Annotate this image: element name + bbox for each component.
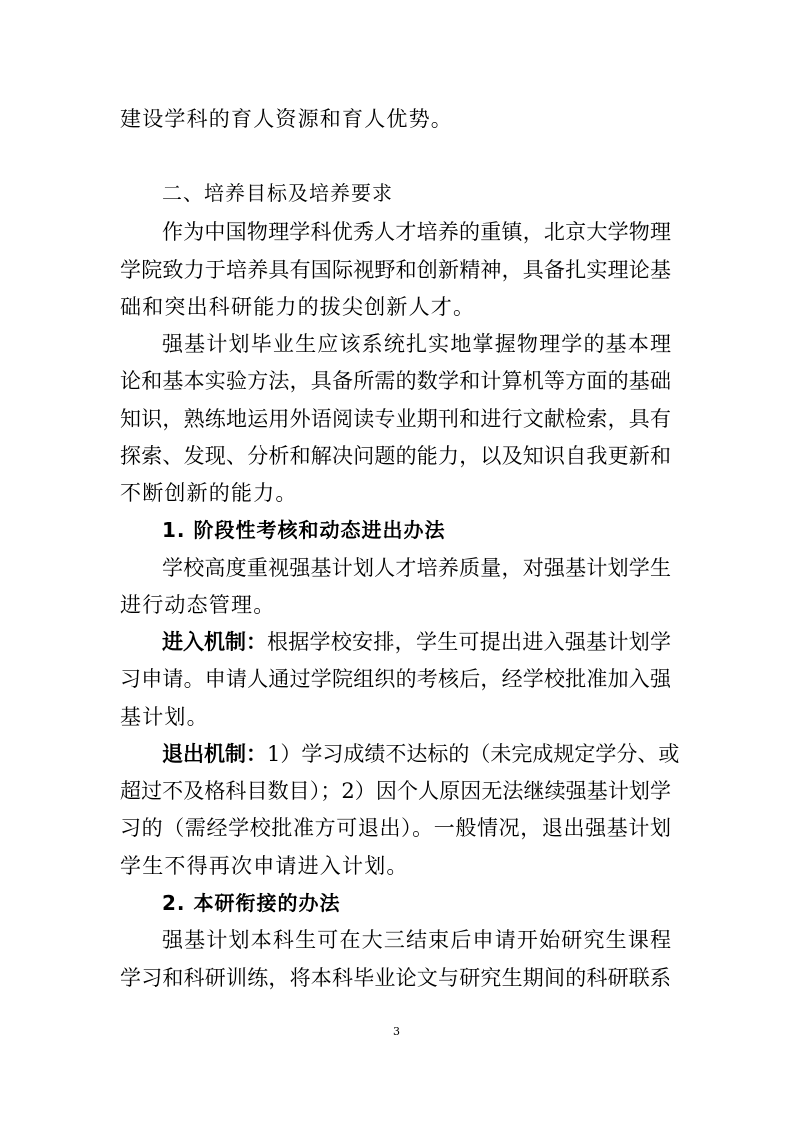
term-text: 1）学习成绩不达标的（未完成规定学分、或 [267, 742, 680, 766]
text-line: 学校高度重视强基计划人才培养质量，对强基计划学生 [162, 556, 671, 580]
term-label: 退出机制： [162, 742, 267, 766]
text-line: 学习和科研训练，将本科毕业论文与研究生期间的科研联系 [120, 966, 671, 990]
subsection-heading: 2. 本研衔接的办法 [162, 891, 341, 915]
term-text: 根据学校安排，学生可提出进入强基计划学 [267, 630, 671, 654]
text-line: 建设学科的育人资源和育人优势。 [120, 107, 453, 131]
text-line: 不断创新的能力。 [120, 481, 298, 505]
text-line: 作为中国物理学科优秀人才培养的重镇，北京大学物理 [162, 220, 671, 244]
text-line: 习申请。申请人通过学院组织的考核后，经学校批准加入强 [120, 667, 671, 691]
text-line: 强基计划本科生可在大三结束后申请开始研究生课程 [162, 928, 671, 952]
term-label: 进入机制： [162, 630, 267, 654]
section-heading: 二、培养目标及培养要求 [162, 181, 393, 205]
text-line [162, 629, 671, 655]
text-line: 知识，熟练地运用外语阅读专业期刊和进行文献检索，具有 [120, 407, 671, 431]
text-line: 探索、发现、分析和解决问题的能力，以及知识自我更新和 [120, 444, 671, 468]
text-line: 习的（需经学校批准方可退出）。一般情况，退出强基计划 [120, 816, 671, 840]
text-line: 强基计划毕业生应该系统扎实地掌握物理学的基本理 [162, 332, 671, 356]
subsection-heading: 1. 阶段性考核和动态进出办法 [162, 518, 446, 542]
text-line [162, 741, 680, 767]
text-line: 学生不得再次申请进入计划。 [120, 854, 409, 878]
text-line: 论和基本实验方法，具备所需的数学和计算机等方面的基础 [120, 369, 671, 393]
text-line: 基计划。 [120, 705, 209, 729]
page-number: 3 [393, 1025, 400, 1038]
text-line: 进行动态管理。 [120, 593, 276, 617]
text-line: 超过不及格科目数目）；2）因个人原因无法继续强基计划学 [120, 779, 671, 803]
text-line: 础和突出科研能力的拔尖创新人才。 [120, 295, 476, 319]
text-line: 学院致力于培养具有国际视野和创新精神，具备扎实理论基 [120, 258, 671, 282]
